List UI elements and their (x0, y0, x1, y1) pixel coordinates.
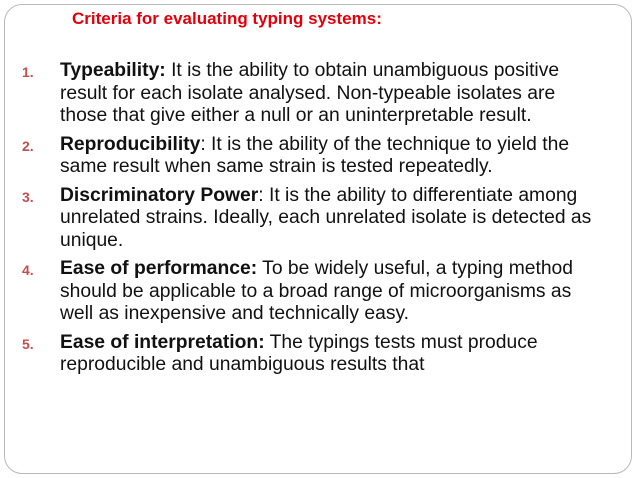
list-term: Discriminatory Power (60, 184, 259, 206)
list-item (22, 258, 602, 326)
list-number: 2. (22, 137, 34, 154)
list-description: The typings tests must produce reproducible and unambiguous results that (60, 331, 538, 375)
list-number: 5. (22, 335, 34, 352)
list-item (22, 185, 602, 253)
list-number: 1. (22, 64, 34, 80)
list-term: Reproducibility (60, 133, 201, 155)
list-number: 4. (22, 262, 34, 278)
list-item (22, 134, 602, 179)
list-item (22, 332, 602, 377)
list-number: 3. (22, 188, 34, 205)
list-description: : It is the ability to differentiate among unrelated strains. Ideally, each unrelated isolate is detected as unique. (60, 184, 592, 251)
list-term: Typeability: (60, 60, 166, 81)
list-description: : It is the ability of the technique to yield the same result when same strain is tested repeatedly. (60, 133, 570, 177)
list-item (22, 60, 602, 128)
list-description: It is the ability to obtain unambiguous positive result for each isolate analysed. Non-typeable isolates are those that give either a null or an uninterpretable result. (60, 60, 560, 126)
list-term: Ease of performance: (60, 258, 258, 279)
criteria-list (22, 60, 602, 383)
list-description: To be widely useful, a typing method should be applicable to a broad range of microorganisms as well as inexpensive and technically easy. (60, 258, 574, 324)
list-term: Ease of interpretation: (60, 331, 265, 353)
slide-heading: Criteria for evaluating typing systems: (72, 9, 382, 28)
